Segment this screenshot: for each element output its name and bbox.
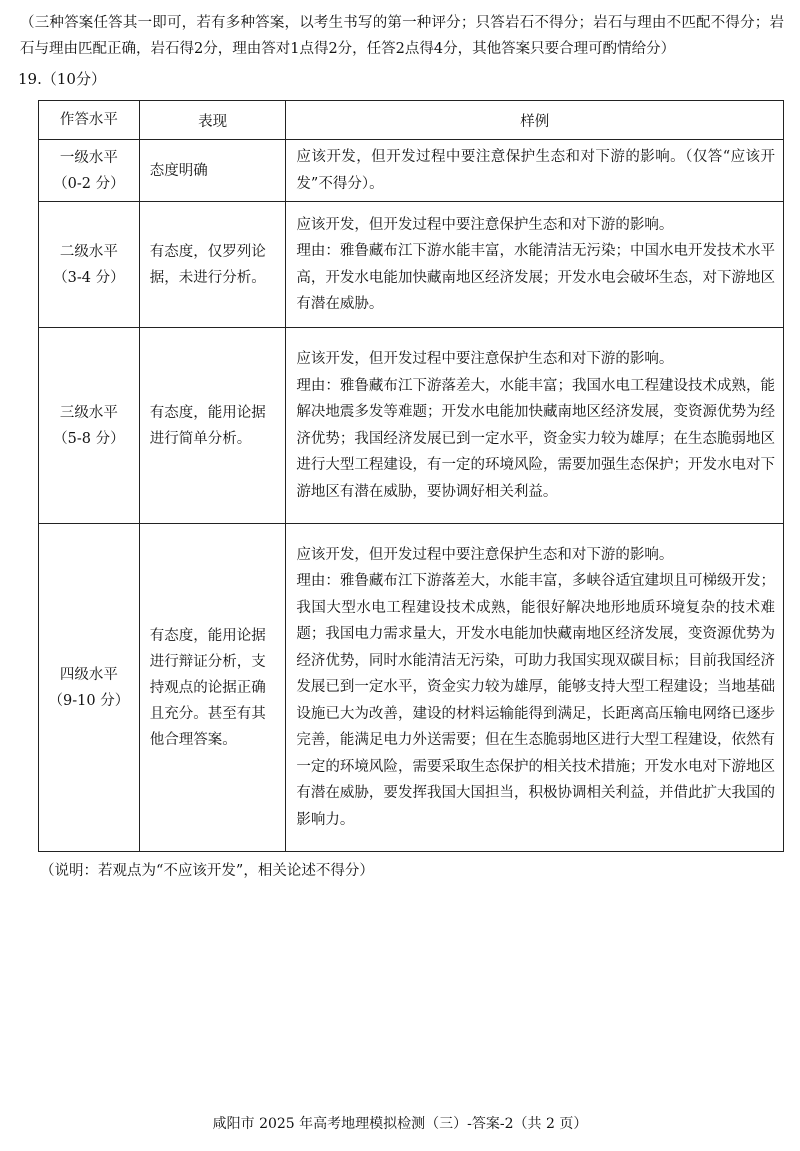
example-cell <box>286 328 784 524</box>
level-cell <box>39 202 140 328</box>
level-cell <box>39 328 140 524</box>
grading-table <box>38 100 784 852</box>
table-row <box>39 202 784 328</box>
level-name: 四级水平 <box>59 666 118 683</box>
performance-cell <box>139 202 286 328</box>
performance-cell <box>139 140 286 202</box>
performance-text: 有态度，能用论据进行简单分析。 <box>149 404 266 447</box>
performance-cell <box>139 524 286 852</box>
performance-text: 有态度，仅罗列论据，未进行分析。 <box>149 243 266 286</box>
example-text: 应该开发，但开发过程中要注意保护生态和对下游的影响。（仅答“应该开发”不得分）。 <box>296 149 775 192</box>
example-text <box>286 538 783 838</box>
level-name: 二级水平 <box>59 243 118 260</box>
footnote: （说明：若观点为“不应该开发”，相关论述不得分） <box>40 863 374 879</box>
example-stance: 应该开发，但开发过程中要注意保护生态和对下游的影响。 <box>296 351 674 367</box>
table-row <box>39 140 784 202</box>
level-name: 三级水平 <box>59 404 118 421</box>
performance-text: 有态度，能用论据进行辩证分析，支持观点的论据正确且充分。甚至有其他合理答案。 <box>149 627 266 748</box>
example-text <box>286 342 783 509</box>
example-cell <box>286 524 784 852</box>
example-text <box>286 208 783 322</box>
header-example: 样例 <box>286 101 784 140</box>
example-reason: 理由：雅鲁藏布江下游水能丰富，水能清洁无污染；中国水电开发技术水平高，开发水电能加快藏南地区经济发展；开发水电会破坏生态，对下游地区有潜在威胁。 <box>296 243 775 312</box>
example-reason: 理由：雅鲁藏布江下游落差大，水能丰富，多峡谷适宜建坝且可梯级开发；我国大型水电工程建设技术成熟，能很好解决地形地质环境复杂的技术难题；我国电力需求量大，开发水电能加快藏南地区经济发展，变资源优势为经济优势，同时水能清洁无污染，可助力我国实现双碳目标；目前我国经济发展已到一定水平，资金实力较为雄厚，能够支持大型工程建设；当地基础设施已大为改善，建设的材料运输能得到满足，长距离高压输电网络已逐步完善，能满足电力外送需要；但在生态脆弱地区进行大型工程建设，依然有一定的环境风险，需要采取生态保护的相关技术措施；开发水电对下游地区有潜在威胁，要发挥我国大国担当，积极协调相关利益，并借此扩大我国的影响力。 <box>296 573 775 828</box>
performance-cell <box>139 328 286 524</box>
question-header: 19.（10分） <box>18 70 106 88</box>
level-cell <box>39 524 140 852</box>
table-row <box>39 524 784 852</box>
table-row <box>39 328 784 524</box>
level-name: 一级水平 <box>59 149 118 166</box>
level-score: （9-10 分） <box>48 692 130 709</box>
level-score: （5-8 分） <box>53 430 125 447</box>
header-level: 作答水平 <box>39 101 140 140</box>
level-cell <box>39 140 140 202</box>
example-cell <box>286 202 784 328</box>
page-footer: 咸阳市 2025 年高考地理模拟检测（三）-答案-2（共 2 页） <box>212 1116 588 1132</box>
table-header-row <box>39 101 784 140</box>
performance-text: 态度明确 <box>149 162 208 179</box>
example-cell <box>286 140 784 202</box>
example-stance: 应该开发，但开发过程中要注意保护生态和对下游的影响。 <box>296 546 674 563</box>
example-reason: 理由：雅鲁藏布江下游落差大，水能丰富；我国水电工程建设技术成熟，能解决地震多发等难题；开发水电能加快藏南地区经济发展，变资源优势为经济优势；我国经济发展已到一定水平，资金实力较为雄厚；在生态脆弱地区进行大型工程建设，有一定的环境风险，需要加强生态保护；开发水电对下游地区有潜在威胁，要协调好相关利益。 <box>296 377 775 500</box>
example-stance: 应该开发，但开发过程中要注意保护生态和对下游的影响。 <box>296 216 674 233</box>
header-performance: 表现 <box>139 101 286 140</box>
level-score: （3-4 分） <box>53 269 125 286</box>
level-score: （0-2 分） <box>53 175 125 192</box>
scoring-note: （三种答案任答其一即可，若有多种答案，以考生书写的第一种评分；只答岩石不得分；岩石与理由不匹配不得分；岩石与理由匹配正确，岩石得2分，理由答对1点得2分，任答2点得4分，其他答案只要合理可酌情给分） <box>20 15 784 57</box>
